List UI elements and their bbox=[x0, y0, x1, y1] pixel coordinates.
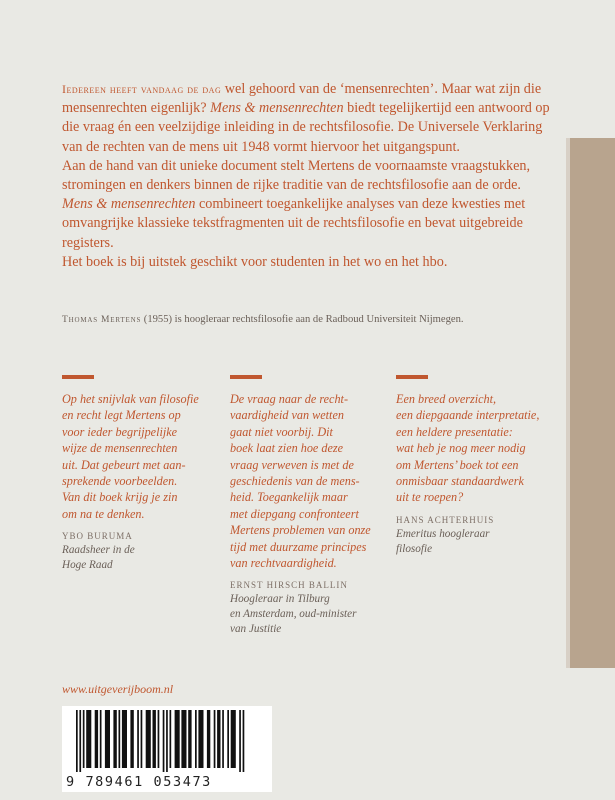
quote-author: HANS ACHTERHUIS bbox=[396, 514, 495, 525]
barcode-bar bbox=[217, 710, 220, 768]
barcode-bar bbox=[188, 710, 191, 768]
barcode-bar bbox=[163, 710, 165, 772]
quote-author-role: Hoogleraar in Tilburg en Amsterdam, oud-minister van Justitie bbox=[230, 593, 357, 636]
barcode-bar bbox=[166, 710, 168, 772]
barcode-bar bbox=[231, 710, 236, 768]
barcode-bar bbox=[119, 710, 121, 768]
barcode-bar bbox=[105, 710, 110, 768]
barcode-bar bbox=[239, 710, 241, 772]
blurb-paragraph-2: Aan de hand van dit unieke document stelt Mertens de voornaamste vraagstukken, stromingen en denkers binnen de rijke traditie van de rechtsfilosofie aan de orde. bbox=[62, 157, 531, 194]
isbn-number: 9 789461 053473 bbox=[66, 774, 212, 790]
quote-author: YBO BURUMA bbox=[62, 531, 133, 542]
barcode-bar bbox=[198, 710, 203, 768]
barcode-bar bbox=[146, 710, 151, 768]
barcode-bar bbox=[181, 710, 186, 768]
barcode-bar bbox=[100, 710, 102, 768]
barcode-bar bbox=[175, 710, 180, 768]
barcode-bars bbox=[62, 710, 272, 774]
barcode-bar bbox=[83, 710, 85, 768]
barcode-bar bbox=[227, 710, 229, 768]
barcode-bar bbox=[86, 710, 91, 768]
author-bio: Thomas Mertens (1955) is hoogleraar rechtsfilosofie aan de Radboud Universiteit Nijmegen. bbox=[62, 314, 464, 325]
barcode-bar bbox=[170, 710, 172, 768]
quote-column bbox=[230, 375, 380, 637]
barcode-bar bbox=[158, 710, 160, 768]
barcode-bar bbox=[141, 710, 143, 768]
quote-text: Op het snijvlak van filosofie en recht legt Mertens op voor ieder begrijpelijke wijze de mensenrechten uit. Dat gebeurt met aan- sprekende voorbeelden. Van dit boek krijg je zin om na te denken. bbox=[62, 392, 199, 521]
barcode bbox=[62, 706, 272, 792]
quote-author: ERNST HIRSCH BALLIN bbox=[230, 580, 348, 591]
orange-rule bbox=[230, 375, 262, 379]
barcode-bar bbox=[95, 710, 98, 768]
book-title: Mens & mensenrechten bbox=[210, 100, 344, 117]
barcode-bar bbox=[130, 710, 133, 768]
barcode-bar bbox=[207, 710, 210, 768]
quote-author-role: Emeritus hoogleraar filosofie bbox=[396, 527, 490, 555]
quote-author-role: Raadsheer in de Hoge Raad bbox=[62, 544, 135, 572]
blurb-text bbox=[62, 80, 562, 272]
side-color-block bbox=[570, 138, 615, 668]
book-title: Mens & mensenrechten bbox=[62, 196, 196, 213]
barcode-bar bbox=[76, 710, 78, 772]
blurb-lead: Iedereen heeft vandaag de dag bbox=[62, 82, 222, 96]
barcode-bar bbox=[243, 710, 245, 772]
blurb-paragraph-4: Het boek is bij uitstek geschikt voor studenten in het wo en het hbo. bbox=[62, 253, 448, 270]
author-name: Thomas Mertens bbox=[62, 315, 142, 325]
orange-rule bbox=[62, 375, 94, 379]
barcode-bar bbox=[195, 710, 197, 768]
barcode-bar bbox=[122, 710, 127, 768]
barcode-bar bbox=[79, 710, 81, 772]
blurb-paragraph-3: Mens & mensenrechten combineert toegankelijke analyses van deze kwesties met omvangrijke klassieke tekstfragmenten uit de rechtsfilosofie en bevat uitgebreide registers. bbox=[62, 196, 526, 251]
publisher-url[interactable]: www.uitgeverijboom.nl bbox=[62, 682, 174, 696]
orange-rule bbox=[396, 375, 428, 379]
quote-column bbox=[396, 375, 546, 557]
blurb-paragraph-1: Iedereen heeft vandaag de dag wel gehoord van de ‘mensenrechten’. Maar wat zijn die mensenrechten eigenlijk? Mens & mensenrechten biedt tegelijkertijd een antwoord op die vraag én een veelzijdige inleiding in de rechtsfilosofie. De Universele Verklaring van de rechten van de mens uit 1948 vormt hiervoor het uitgangspunt. bbox=[62, 81, 550, 155]
quote-text: Een breed overzicht, een diepgaande interpretatie, een heldere presentatie: wat heb je nog meer nodig om Mertens’ boek tot een onmisbaar standaardwerk uit te roepen? bbox=[396, 392, 540, 505]
barcode-bar bbox=[153, 710, 156, 768]
quote-text: De vraag naar de recht- vaardigheid van wetten gaat niet voorbij. Dit boek laat zien hoe deze vraag verweven is met de geschiedenis van de mens- heid. Toegankelijk maar met diepgang confronteert Mertens problemen van onze tijd met duurzame principes van rechtvaardigheid. bbox=[230, 392, 371, 571]
quote-column bbox=[62, 375, 212, 573]
barcode-bar bbox=[222, 710, 224, 768]
barcode-bar bbox=[214, 710, 216, 768]
barcode-bar bbox=[137, 710, 139, 768]
barcode-bar bbox=[113, 710, 116, 768]
